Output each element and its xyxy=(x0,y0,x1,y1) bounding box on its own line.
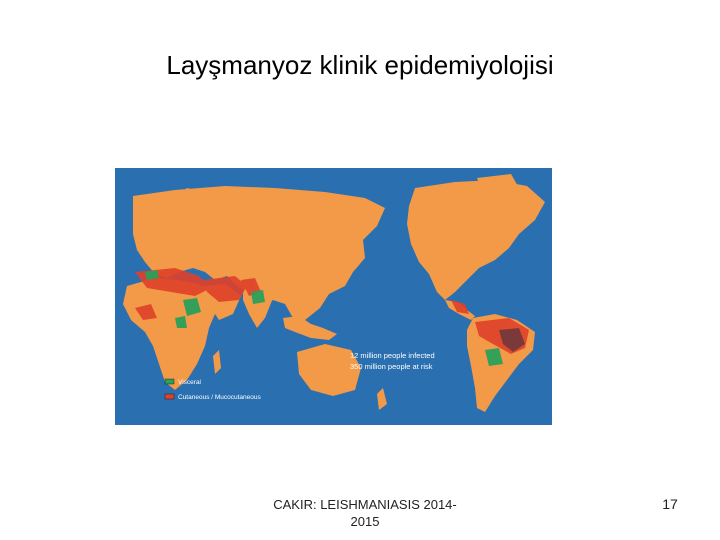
world-map-image xyxy=(115,168,552,425)
legend-swatch-visceral xyxy=(165,379,174,384)
slide-title: Layşmanyoz klinik epidemiyolojisi xyxy=(166,50,554,80)
legend-label-visceral: Visceral xyxy=(178,379,202,386)
legend-swatch-cutaneous xyxy=(165,394,174,399)
slide-footer xyxy=(255,496,475,530)
page-number: 17 xyxy=(662,496,678,512)
legend-label-cutaneous: Cutaneous / Mucocutaneous xyxy=(178,394,261,401)
footer-line-2: 2015 xyxy=(350,514,380,529)
stat-risk: 350 million people at risk xyxy=(350,362,433,371)
footer-line-1: CAKIR: LEISHMANIASIS 2014- xyxy=(273,497,457,512)
stat-infected: 12 million people infected xyxy=(350,351,435,360)
world-map xyxy=(115,168,552,425)
